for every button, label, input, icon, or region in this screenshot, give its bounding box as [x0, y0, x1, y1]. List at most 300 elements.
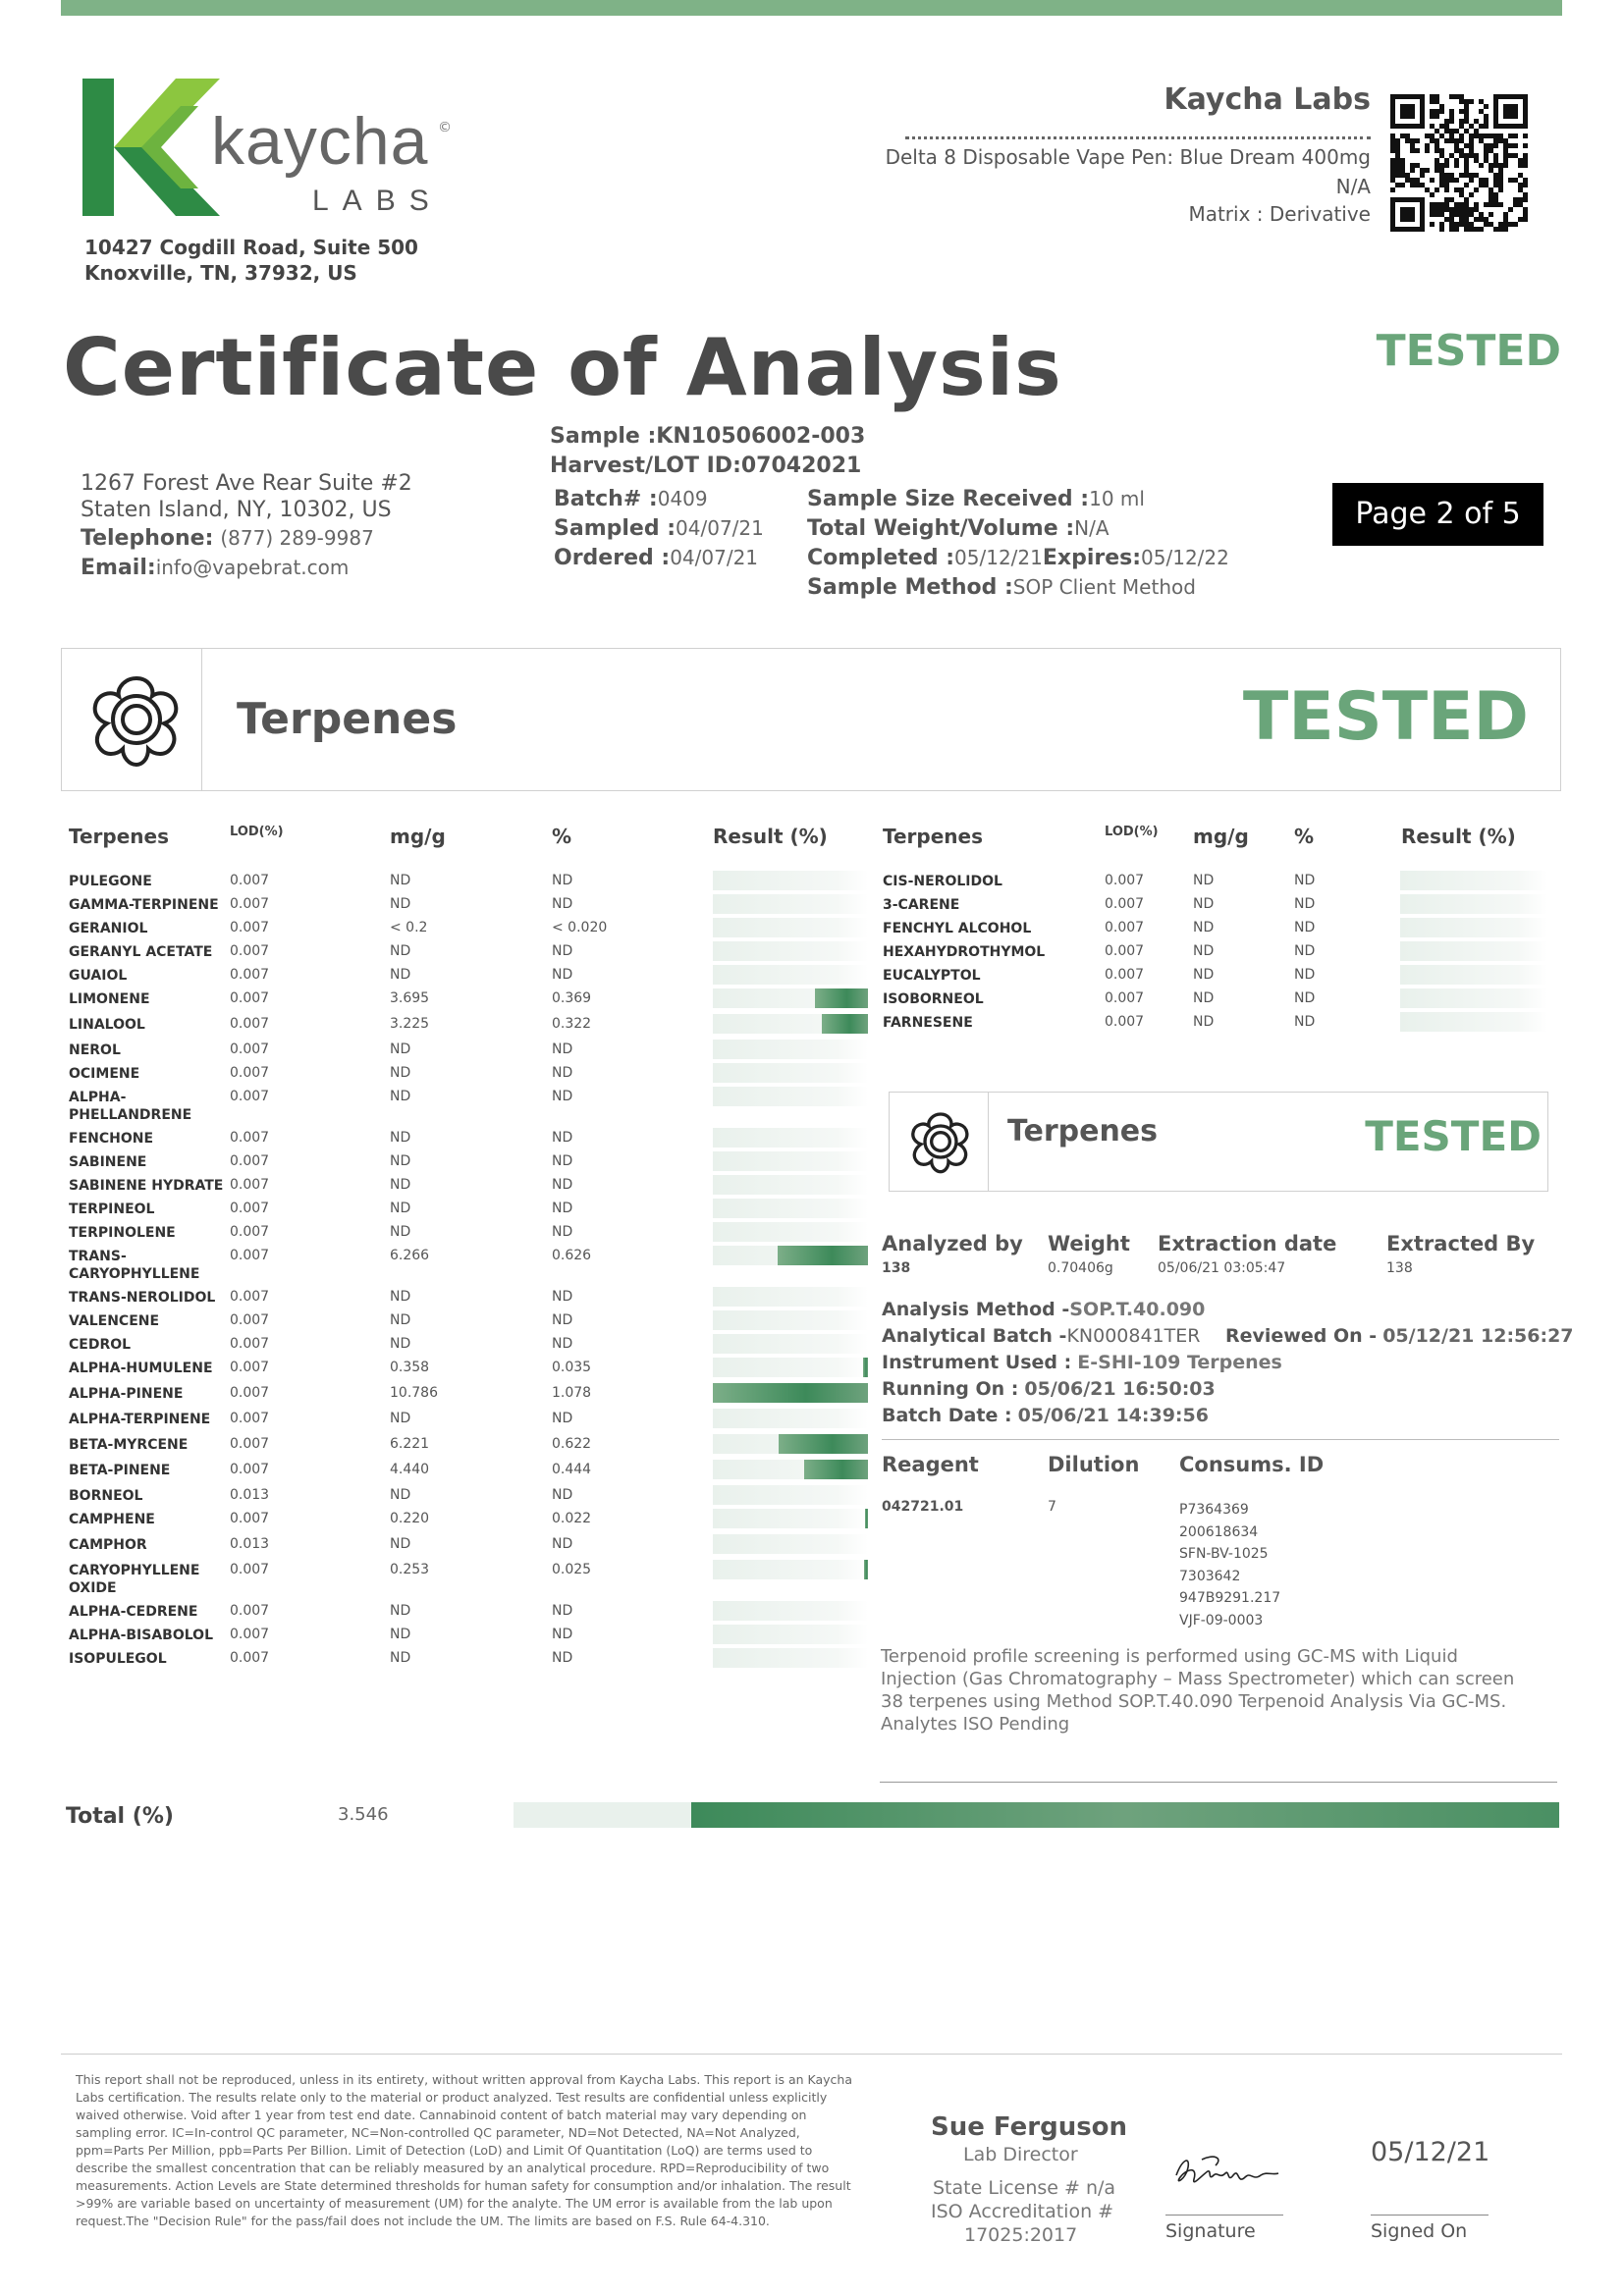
lod-value: 0.007 [230, 1511, 270, 1526]
terpene-name: TRANS-NEROLIDOL [69, 1290, 216, 1306]
result-bar [713, 1199, 868, 1218]
lab-name: Kaycha Labs [1164, 82, 1371, 117]
col-lod-header: LOD(%) [230, 825, 284, 839]
lod-value: 0.007 [230, 1360, 270, 1375]
result-bar-fill [713, 1383, 868, 1403]
col-lod-header-right: LOD(%) [1105, 825, 1159, 839]
analysis-section-header [889, 1092, 1548, 1192]
result-bar [713, 1222, 868, 1242]
analysis-status: TESTED [1365, 1112, 1542, 1160]
pct-value: 0.322 [552, 1016, 592, 1032]
terpene-name: LIMONENE [69, 991, 150, 1007]
table-row [69, 896, 874, 918]
lod-value: 0.007 [1105, 920, 1145, 935]
mg-value: ND [390, 873, 411, 888]
terpene-name: FENCHYL ALCOHOL [883, 921, 1032, 936]
result-bar [713, 1409, 868, 1428]
page-indicator: Page 2 of 5 [1332, 483, 1543, 546]
pct-value: ND [1294, 920, 1316, 935]
lod-value: 0.007 [230, 1312, 270, 1328]
pct-value: ND [552, 1487, 573, 1503]
mg-value: ND [390, 1089, 411, 1104]
lod-value: 0.007 [230, 1562, 270, 1577]
pct-value: ND [552, 1153, 573, 1169]
table-row [69, 1385, 874, 1407]
disclaimer: This report shall not be reproduced, unless in its entirety, without written approval from Kaycha Labs. This report is an Kaycha Labs certification. The results relate only to the material or product analyzed. Test results are confidential unless explicitly waived otherwise. Void after 1 year from test end date. Cannabinoid content of batch material may vary depending on sampling error. IC=In-control QC parameter, NC=Non-controlled QC parameter, ND=Not Detected, NA=Not Analyzed, ppm=Parts Per Million, ppb=Parts Per Billion. Limit of Detection (LoD) and Limit Of Quantitation (LoQ) are terms used to describe the smallest concentration that can be reliably measured by an analytical procedure. RPD=Reproducibility of two measurements. Action Levels are State determined thresholds for human safety for consumption and/or inhalation. The result >99% are variable based on uncertainty of measurement (UM) for the analyte. The UM error is available from the lab upon request.The "Decision Rule" for the pass/fail does not include the UM. The limits are based on F.S. Rule 64-4.310. [76, 2072, 852, 2228]
terpene-name: CARYOPHYLLENE OXIDE [69, 1563, 200, 1596]
result-bar [713, 1648, 868, 1668]
lod-value: 0.007 [1105, 943, 1145, 959]
result-bar [713, 871, 868, 890]
pct-value: ND [552, 1536, 573, 1552]
terpene-name: PULEGONE [69, 874, 152, 889]
result-bar [713, 1509, 868, 1528]
lod-value: 0.007 [230, 1065, 270, 1081]
total-value: 3.546 [338, 1804, 389, 1825]
pct-value: ND [552, 1312, 573, 1328]
result-bar-fill [864, 1560, 868, 1579]
top-accent-bar [61, 0, 1562, 16]
terpene-name: OCIMENE [69, 1066, 140, 1082]
mg-value: 0.358 [390, 1360, 430, 1375]
lod-value: 0.007 [230, 1336, 270, 1352]
table-row [69, 1336, 874, 1358]
extracted-by-label: Extracted By [1386, 1232, 1536, 1255]
mg-value: ND [390, 1627, 411, 1642]
terpene-name: GUAIOL [69, 968, 128, 984]
terpene-name: TERPINOLENE [69, 1225, 176, 1241]
analyzed-by-value: 138 [882, 1260, 911, 1276]
mg-value: ND [390, 1289, 411, 1305]
pct-value: 0.022 [552, 1511, 592, 1526]
lod-value: 0.007 [230, 1436, 270, 1452]
table-row [69, 1016, 874, 1038]
sampled-date: Sampled :04/07/21 [554, 516, 764, 541]
mg-value: ND [390, 1312, 411, 1328]
mg-value: ND [1193, 967, 1215, 983]
flower-icon [905, 1106, 976, 1177]
page-title: Certificate of Analysis [63, 322, 1062, 413]
terpene-name: SABINENE HYDRATE [69, 1178, 224, 1194]
pct-value: 0.626 [552, 1248, 592, 1263]
pct-value: ND [552, 1089, 573, 1104]
mg-value: ND [1193, 920, 1215, 935]
lod-value: 0.007 [230, 1411, 270, 1426]
pct-value: ND [552, 896, 573, 912]
client-address-2: Staten Island, NY, 10302, US [81, 498, 392, 522]
pct-value: ND [552, 967, 573, 983]
sample-method: Sample Method :SOP Client Method [807, 575, 1196, 600]
total-bar-fill [691, 1802, 1559, 1828]
result-bar [713, 1334, 868, 1354]
table-row [69, 1201, 874, 1222]
mg-value: ND [390, 1411, 411, 1426]
running-on: Running On : 05/06/21 16:50:03 [882, 1378, 1216, 1400]
result-bar [1400, 894, 1547, 914]
divider [882, 1439, 1559, 1440]
result-bar [713, 1383, 868, 1403]
pct-value: ND [552, 1603, 573, 1619]
mg-value: ND [390, 967, 411, 983]
lod-value: 0.007 [230, 1201, 270, 1216]
client-address-1: 1267 Forest Ave Rear Suite #2 [81, 471, 412, 496]
terpene-name: BORNEOL [69, 1488, 143, 1504]
lod-value: 0.007 [1105, 1014, 1145, 1030]
lod-value: 0.007 [230, 1462, 270, 1477]
result-bar-fill [778, 1246, 868, 1265]
result-bar [713, 1560, 868, 1579]
lod-value: 0.007 [230, 967, 270, 983]
pct-value: ND [1294, 896, 1316, 912]
dilution-value: 7 [1048, 1499, 1056, 1515]
table-row [69, 1041, 874, 1063]
pct-value: ND [552, 1201, 573, 1216]
signer-name: Sue Ferguson [931, 2112, 1128, 2142]
result-bar [713, 1175, 868, 1195]
col-terpenes-header-right: Terpenes [883, 825, 984, 848]
result-bar-fill [865, 1509, 868, 1528]
pct-value: ND [552, 873, 573, 888]
pct-value: ND [1294, 967, 1316, 983]
terpene-name: GAMMA-TERPINENE [69, 897, 219, 913]
table-row [69, 1436, 874, 1458]
analysis-method: Analysis Method -SOP.T.40.090 [882, 1299, 1206, 1320]
col-mg-header-right: mg/g [1193, 825, 1249, 848]
mg-value: 3.695 [390, 990, 430, 1006]
mg-value: ND [390, 896, 411, 912]
consums-item: 947B9291.217 [1179, 1590, 1281, 1606]
kaycha-logo-mark [82, 79, 220, 216]
analysis-title: Terpenes [1007, 1114, 1159, 1148]
terpene-name: VALENCENE [69, 1313, 160, 1329]
lod-value: 0.007 [1105, 967, 1145, 983]
lod-value: 0.007 [230, 1041, 270, 1057]
terpene-name: 3-CARENE [883, 897, 960, 913]
col-result-header-right: Result (%) [1401, 825, 1516, 848]
method-note: Terpenoid profile screening is performed using GC-MS with Liquid Injection (Gas Chromatography – Mass Spectrometer) which can screen 38 terpenes using Method SOP.T.40.090 Terpenoid Analysis Via GC-MS. Analytes ISO Pending [881, 1646, 1515, 1735]
terpene-name: HEXAHYDROTHYMOL [883, 944, 1046, 960]
flower-icon [83, 667, 189, 773]
pct-value: 0.035 [552, 1360, 592, 1375]
terpene-name: TRANS- CARYOPHYLLENE [69, 1249, 200, 1282]
reviewed-on: Reviewed On - 05/12/21 12:56:27 [1225, 1325, 1574, 1347]
pct-value: ND [1294, 943, 1316, 959]
terpene-name: SABINENE [69, 1154, 147, 1170]
table-row [883, 967, 1550, 988]
result-bar [1400, 941, 1547, 961]
pct-value: ND [552, 943, 573, 959]
pct-value: ND [552, 1627, 573, 1642]
mg-value: ND [390, 1065, 411, 1081]
table-row [883, 873, 1550, 894]
lod-value: 0.007 [230, 920, 270, 935]
terpene-name: CAMPHOR [69, 1537, 147, 1553]
batch-date: Batch Date : 05/06/21 14:39:56 [882, 1405, 1209, 1426]
table-row [69, 990, 874, 1012]
ordered-date: Ordered :04/07/21 [554, 546, 759, 570]
table-row [69, 873, 874, 894]
table-row [69, 1289, 874, 1310]
mg-value: ND [390, 1224, 411, 1240]
consums-item: 200618634 [1179, 1523, 1259, 1540]
result-bar [713, 1014, 868, 1034]
result-bar [713, 1128, 868, 1148]
col-result-header: Result (%) [713, 825, 828, 848]
result-bar [713, 1287, 868, 1307]
mg-value: ND [390, 1536, 411, 1552]
signer-title: Lab Director [963, 2144, 1078, 2165]
status-badge: TESTED [1376, 326, 1561, 376]
mg-value: 10.786 [390, 1385, 438, 1401]
terpenes-section-header [61, 648, 1561, 791]
sample-id: Sample :KN10506002-003 [550, 424, 866, 449]
result-bar [1400, 1012, 1547, 1032]
terpene-name: TERPINEOL [69, 1201, 155, 1217]
table-row [69, 1487, 874, 1509]
mg-value: 6.266 [390, 1248, 430, 1263]
table-row [69, 943, 874, 965]
analyzed-by-label: Analyzed by [882, 1232, 1023, 1255]
mg-value: ND [390, 943, 411, 959]
mg-value: ND [390, 1487, 411, 1503]
lab-address-2: Knoxville, TN, 37932, US [84, 261, 357, 285]
result-bar [713, 965, 868, 985]
result-bar [713, 1063, 868, 1083]
result-bar [713, 1460, 868, 1479]
terpene-name: CAMPHENE [69, 1512, 155, 1527]
lod-value: 0.007 [230, 1650, 270, 1666]
table-row [883, 1014, 1550, 1036]
result-bar [713, 918, 868, 937]
lod-value: 0.007 [230, 943, 270, 959]
col-terpenes-header: Terpenes [69, 825, 170, 848]
signature-label: Signature [1165, 2220, 1256, 2242]
total-bar [514, 1802, 1559, 1828]
dilution-label: Dilution [1048, 1453, 1140, 1476]
logo-registered: © [438, 120, 452, 135]
terpene-name: ISOPULEGOL [69, 1651, 167, 1667]
instrument-used: Instrument Used : E-SHI-109 Terpenes [882, 1352, 1282, 1373]
result-bar-fill [804, 1460, 868, 1479]
completed-expires: Completed :05/12/21Expires:05/12/22 [807, 546, 1229, 570]
result-bar [713, 1601, 868, 1621]
pct-value: ND [552, 1130, 573, 1146]
result-bar [713, 1040, 868, 1059]
result-bar-fill [779, 1434, 868, 1454]
extracted-by-value: 138 [1386, 1260, 1413, 1276]
result-bar-fill [815, 988, 868, 1008]
lod-value: 0.007 [230, 1385, 270, 1401]
terpene-name: EUCALYPTOL [883, 968, 981, 984]
weight-value: 0.70406g [1048, 1260, 1113, 1276]
mg-value: 0.253 [390, 1562, 430, 1577]
result-bar [713, 1534, 868, 1554]
mg-value: 3.225 [390, 1016, 430, 1032]
lod-value: 0.007 [230, 1627, 270, 1642]
lod-value: 0.013 [230, 1487, 270, 1503]
signature-line [1165, 2215, 1283, 2216]
terpene-name: NEROL [69, 1042, 121, 1058]
state-license: State License # n/a [933, 2177, 1116, 2199]
divider [880, 1782, 1557, 1783]
product-matrix: Matrix : Derivative [1188, 202, 1371, 226]
mg-value: ND [1193, 943, 1215, 959]
lod-value: 0.007 [1105, 873, 1145, 888]
signed-on-line [1371, 2215, 1489, 2216]
result-bar [713, 941, 868, 961]
table-row [883, 990, 1550, 1012]
result-bar [1400, 918, 1547, 937]
table-row [69, 1130, 874, 1151]
reagent-value: 042721.01 [882, 1499, 964, 1515]
terpene-name: BETA-PINENE [69, 1463, 171, 1478]
pct-value: ND [1294, 1014, 1316, 1030]
table-row [69, 1177, 874, 1199]
result-bar-fill [822, 1014, 868, 1034]
lod-value: 0.007 [230, 990, 270, 1006]
mg-value: ND [390, 1603, 411, 1619]
lod-value: 0.007 [230, 896, 270, 912]
table-row [69, 1153, 874, 1175]
terpene-name: ALPHA-PINENE [69, 1386, 184, 1402]
terpene-name: LINALOOL [69, 1017, 145, 1033]
mg-value: 0.220 [390, 1511, 430, 1526]
lod-value: 0.007 [230, 1130, 270, 1146]
table-row [69, 1312, 874, 1334]
mg-value: ND [390, 1130, 411, 1146]
signed-on-label: Signed On [1371, 2220, 1468, 2242]
result-bar [1400, 871, 1547, 890]
pct-value: ND [552, 1289, 573, 1305]
extraction-label: Extraction date [1158, 1232, 1337, 1255]
table-row [69, 1627, 874, 1648]
result-bar [713, 988, 868, 1008]
lod-value: 0.007 [230, 1016, 270, 1032]
reagent-label: Reagent [882, 1453, 979, 1476]
section-title: Terpenes [237, 694, 458, 744]
result-bar [713, 1434, 868, 1454]
section-status: TESTED [1242, 678, 1529, 756]
mg-value: ND [390, 1201, 411, 1216]
table-row [69, 1562, 874, 1596]
pct-value: ND [552, 1336, 573, 1352]
pct-value: 0.444 [552, 1462, 592, 1477]
lod-value: 0.007 [230, 1248, 270, 1263]
table-row [69, 1089, 874, 1123]
consums-item: VJF-09-0003 [1179, 1612, 1264, 1629]
terpene-name: ALPHA-TERPINENE [69, 1412, 211, 1427]
pct-value: ND [552, 1224, 573, 1240]
consums-item: P7364369 [1179, 1502, 1249, 1518]
result-bar [713, 1246, 868, 1265]
lod-value: 0.007 [230, 1224, 270, 1240]
pct-value: ND [552, 1411, 573, 1426]
col-pct-header: % [552, 825, 572, 848]
result-bar [713, 1310, 868, 1330]
result-bar [713, 894, 868, 914]
pct-value: ND [552, 1065, 573, 1081]
result-bar [713, 1625, 868, 1644]
consums-label: Consums. ID [1179, 1453, 1325, 1476]
mg-value: 6.221 [390, 1436, 430, 1452]
extraction-value: 05/06/21 03:05:47 [1158, 1260, 1286, 1276]
result-bar [1400, 965, 1547, 985]
sample-size: Sample Size Received :10 ml [807, 487, 1145, 511]
terpene-name: FENCHONE [69, 1131, 154, 1147]
table-row [69, 1603, 874, 1625]
terpene-name: ALPHA-CEDRENE [69, 1604, 198, 1620]
result-bar-fill [863, 1358, 868, 1377]
lab-address-1: 10427 Cogdill Road, Suite 500 [84, 236, 418, 259]
lod-value: 0.007 [230, 1603, 270, 1619]
lod-value: 0.007 [230, 1153, 270, 1169]
table-row [69, 1411, 874, 1432]
mg-value: ND [390, 1041, 411, 1057]
table-row [883, 943, 1550, 965]
lod-value: 0.007 [230, 1289, 270, 1305]
batch-number: Batch# :0409 [554, 487, 708, 511]
terpene-name: BETA-MYRCENE [69, 1437, 189, 1453]
signed-on-date: 05/12/21 [1371, 2137, 1490, 2167]
pct-value: < 0.020 [552, 920, 608, 935]
terpene-name: ISOBORNEOL [883, 991, 984, 1007]
table-row [69, 967, 874, 988]
result-bar [713, 1358, 868, 1377]
mg-value: ND [390, 1336, 411, 1352]
terpene-name: CIS-NEROLIDOL [883, 874, 1002, 889]
result-bar [713, 1151, 868, 1171]
mg-value: < 0.2 [390, 920, 428, 935]
qr-code-icon [1390, 94, 1528, 232]
result-bar [1400, 988, 1547, 1008]
table-row [883, 920, 1550, 941]
mg-value: ND [390, 1153, 411, 1169]
pct-value: ND [1294, 873, 1316, 888]
col-pct-header-right: % [1294, 825, 1315, 848]
product-title: Delta 8 Disposable Vape Pen: Blue Dream 400mg [885, 145, 1371, 169]
mg-value: ND [390, 1177, 411, 1193]
consums-item: SFN-BV-1025 [1179, 1546, 1269, 1562]
consums-list [1179, 1499, 1280, 1631]
pct-value: 1.078 [552, 1385, 592, 1401]
table-row [69, 1360, 874, 1381]
pct-value: ND [552, 1177, 573, 1193]
pct-value: ND [1294, 990, 1316, 1006]
pct-value: 0.622 [552, 1436, 592, 1452]
client-telephone: Telephone: (877) 289-9987 [81, 526, 374, 551]
table-row [69, 920, 874, 941]
mg-value: ND [1193, 896, 1215, 912]
mg-value: 4.440 [390, 1462, 430, 1477]
terpene-name: GERANYL ACETATE [69, 944, 213, 960]
logo-sub: LABS [312, 185, 443, 217]
iso-accreditation: ISO Accreditation # [931, 2201, 1114, 2222]
header-dotted-rule [905, 136, 1371, 139]
client-email: Email:info@vapebrat.com [81, 556, 350, 580]
pct-value: ND [552, 1650, 573, 1666]
lod-value: 0.007 [230, 873, 270, 888]
lod-value: 0.013 [230, 1536, 270, 1552]
pct-value: ND [552, 1041, 573, 1057]
analytical-batch: Analytical Batch -KN000841TER [882, 1325, 1201, 1347]
terpene-name: CEDROL [69, 1337, 132, 1353]
total-weight: Total Weight/Volume :N/A [807, 516, 1110, 541]
logo-wordmark: kaycha [211, 104, 429, 179]
terpene-name: ALPHA-HUMULENE [69, 1361, 213, 1376]
mg-value: ND [390, 1650, 411, 1666]
result-bar [713, 1485, 868, 1505]
footer-rule [61, 2054, 1562, 2055]
